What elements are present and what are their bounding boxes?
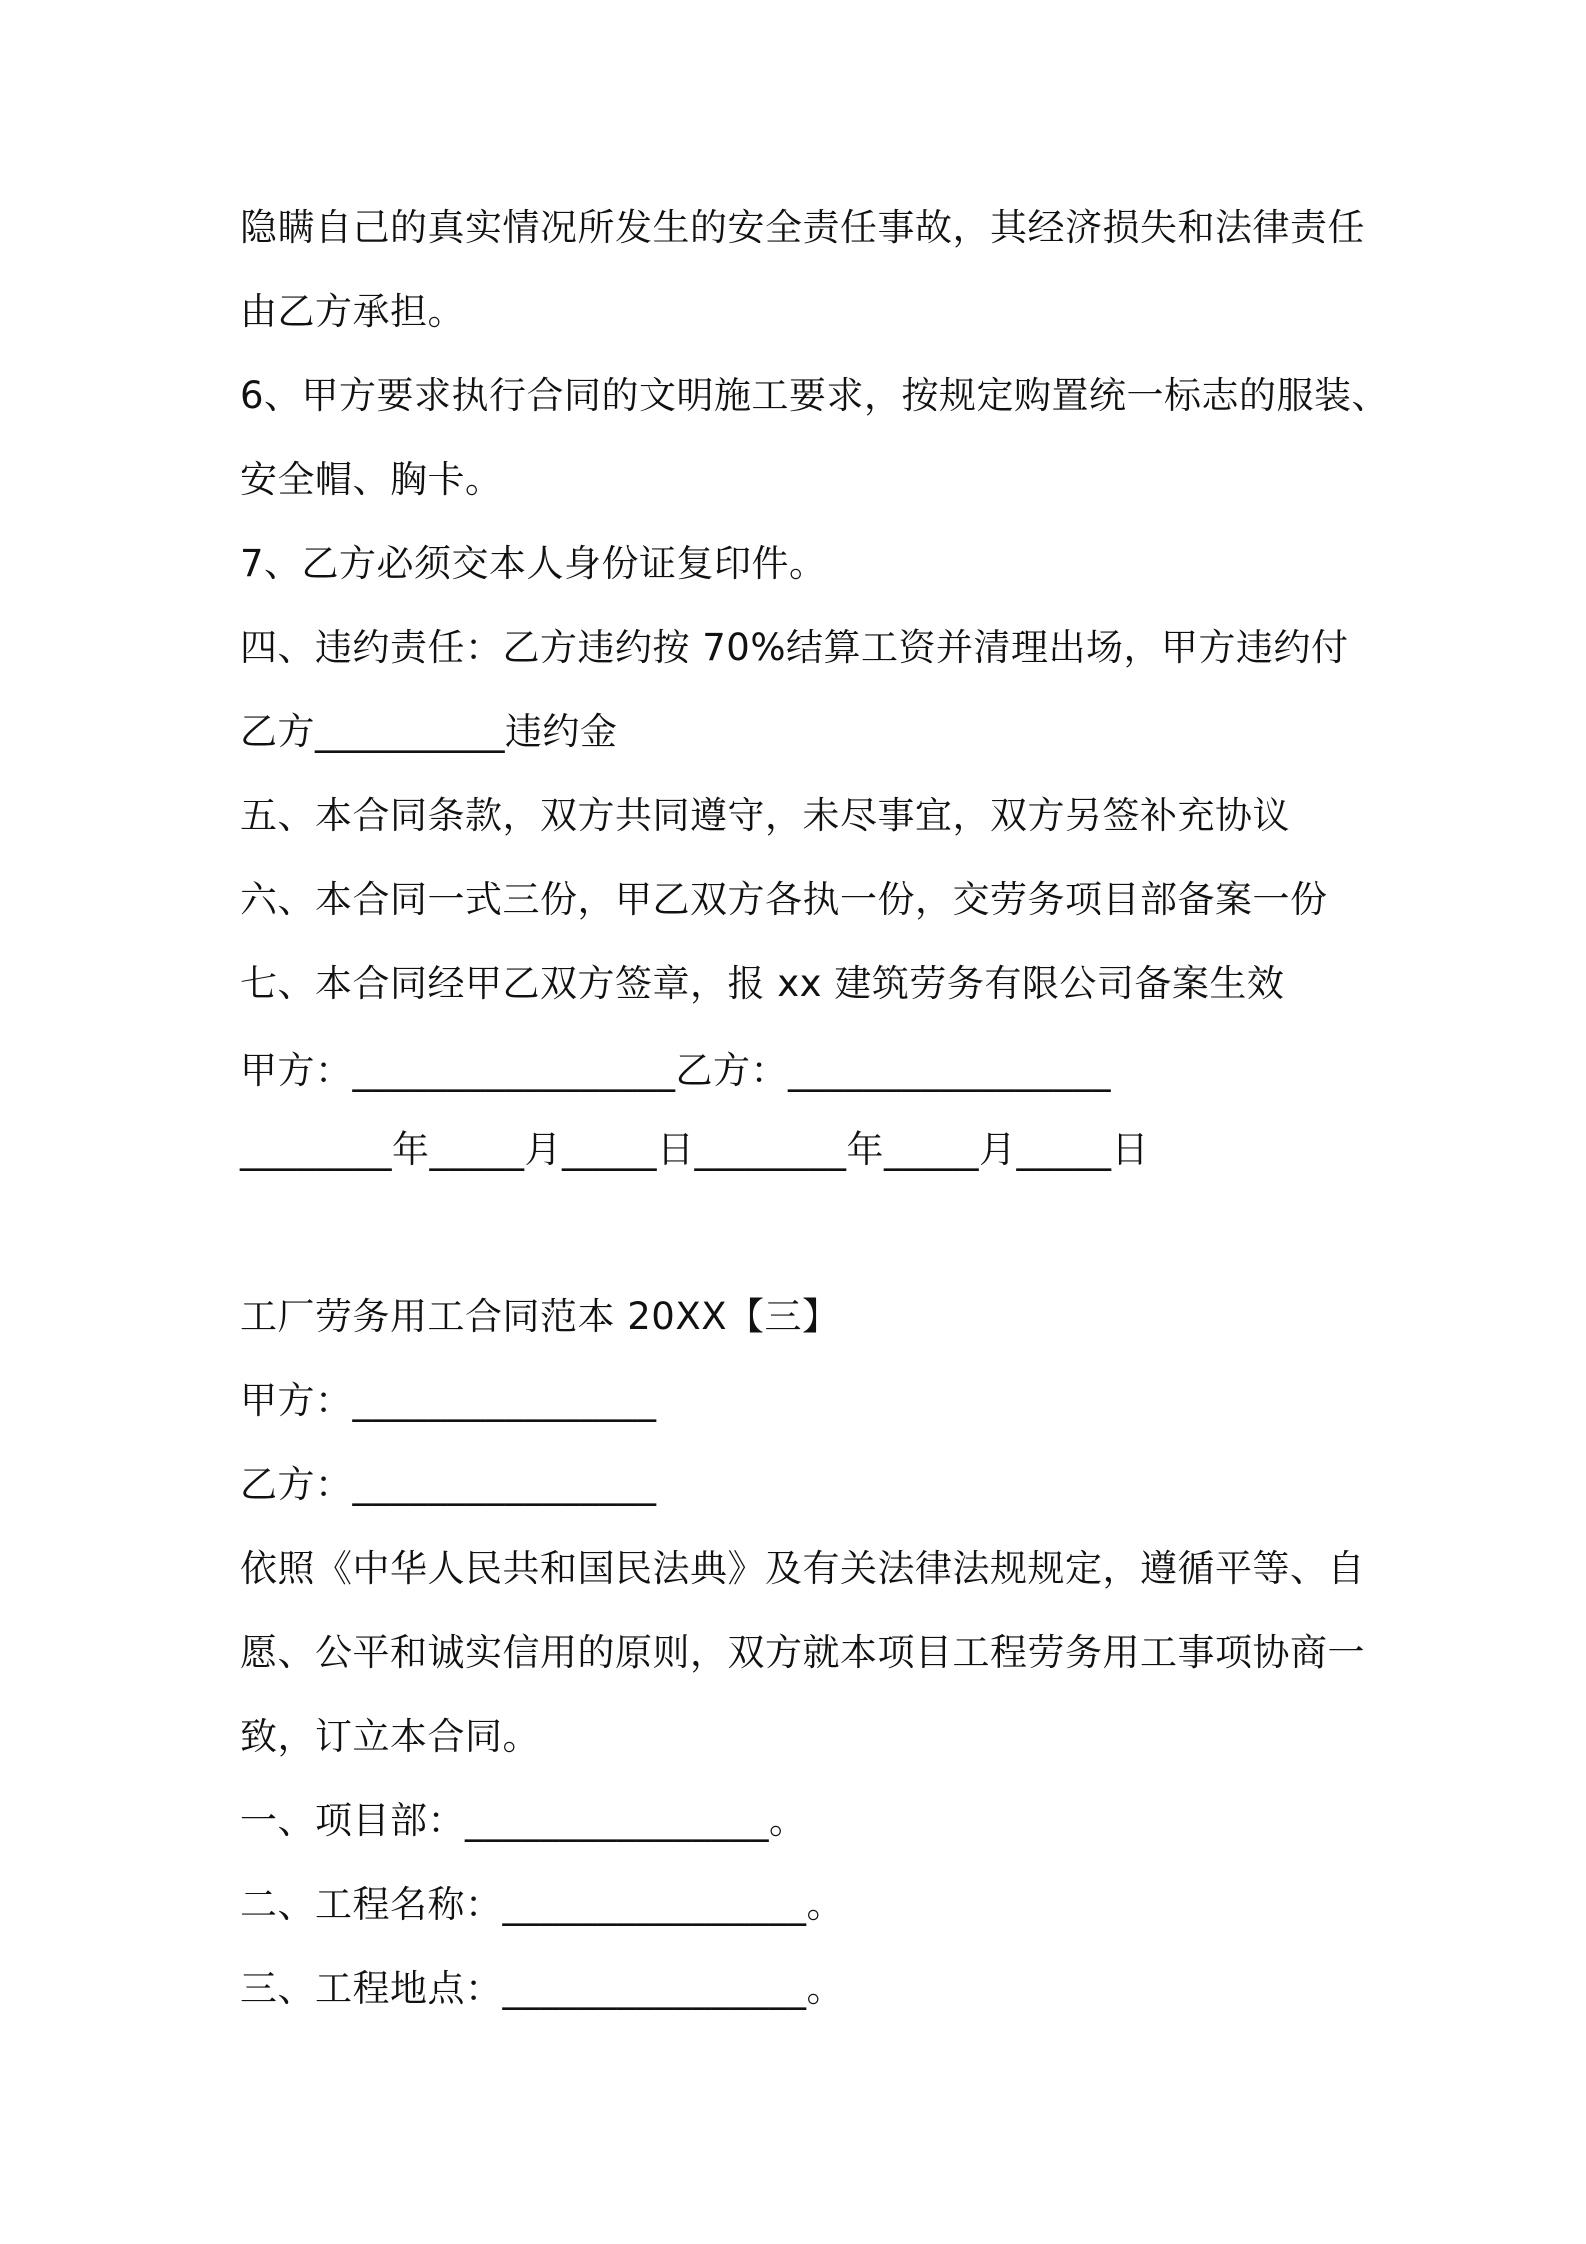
date-line: ________年_____月_____日________年_____月_____日 [240,1128,1149,1171]
text-line: 致，订立本合同。 [240,1715,540,1758]
text-line: 乙方__________违约金 [240,710,618,753]
text-line: 7、乙方必须交本人身份证复印件。 [240,542,827,585]
text-line: 七、本合同经甲乙双方签章，报 xx 建筑劳务有限公司备案生效 [240,962,1285,1005]
text-line: 隐瞒自己的真实情况所发生的安全责任事故，其经济损失和法律责任 [240,206,1365,249]
text-line: 四、违约责任：乙方违约按 70%结算工资并清理出场，甲方违约付 [240,626,1349,669]
text-line: 五、本合同条款，双方共同遵守，未尽事宜，双方另签补充协议 [240,794,1290,837]
party-a-line: 甲方：________________ [240,1379,657,1422]
party-b-line: 乙方：________________ [240,1463,657,1506]
text-line: 二、工程名称：________________。 [240,1883,844,1926]
signature-line: 甲方：_________________乙方：_________________ [240,1049,1111,1092]
text-line: 依照《中华人民共和国民法典》及有关法律法规规定，遵循平等、自 [240,1547,1365,1590]
text-line: 三、工程地点：________________。 [240,1967,844,2010]
text-line: 由乙方承担。 [240,290,465,333]
text-line: 一、项目部：________________。 [240,1799,807,1842]
text-line: 愿、公平和诚实信用的原则，双方就本项目工程劳务用工事项协商一 [240,1631,1365,1674]
section-title: 工厂劳务用工合同范本 20XX【三】 [240,1295,840,1338]
text-line: 6、甲方要求执行合同的文明施工要求，按规定购置统一标志的服装、 [240,374,1390,417]
text-line: 六、本合同一式三份，甲乙双方各执一份，交劳务项目部备案一份 [240,878,1328,921]
text-line: 安全帽、胸卡。 [240,458,503,501]
